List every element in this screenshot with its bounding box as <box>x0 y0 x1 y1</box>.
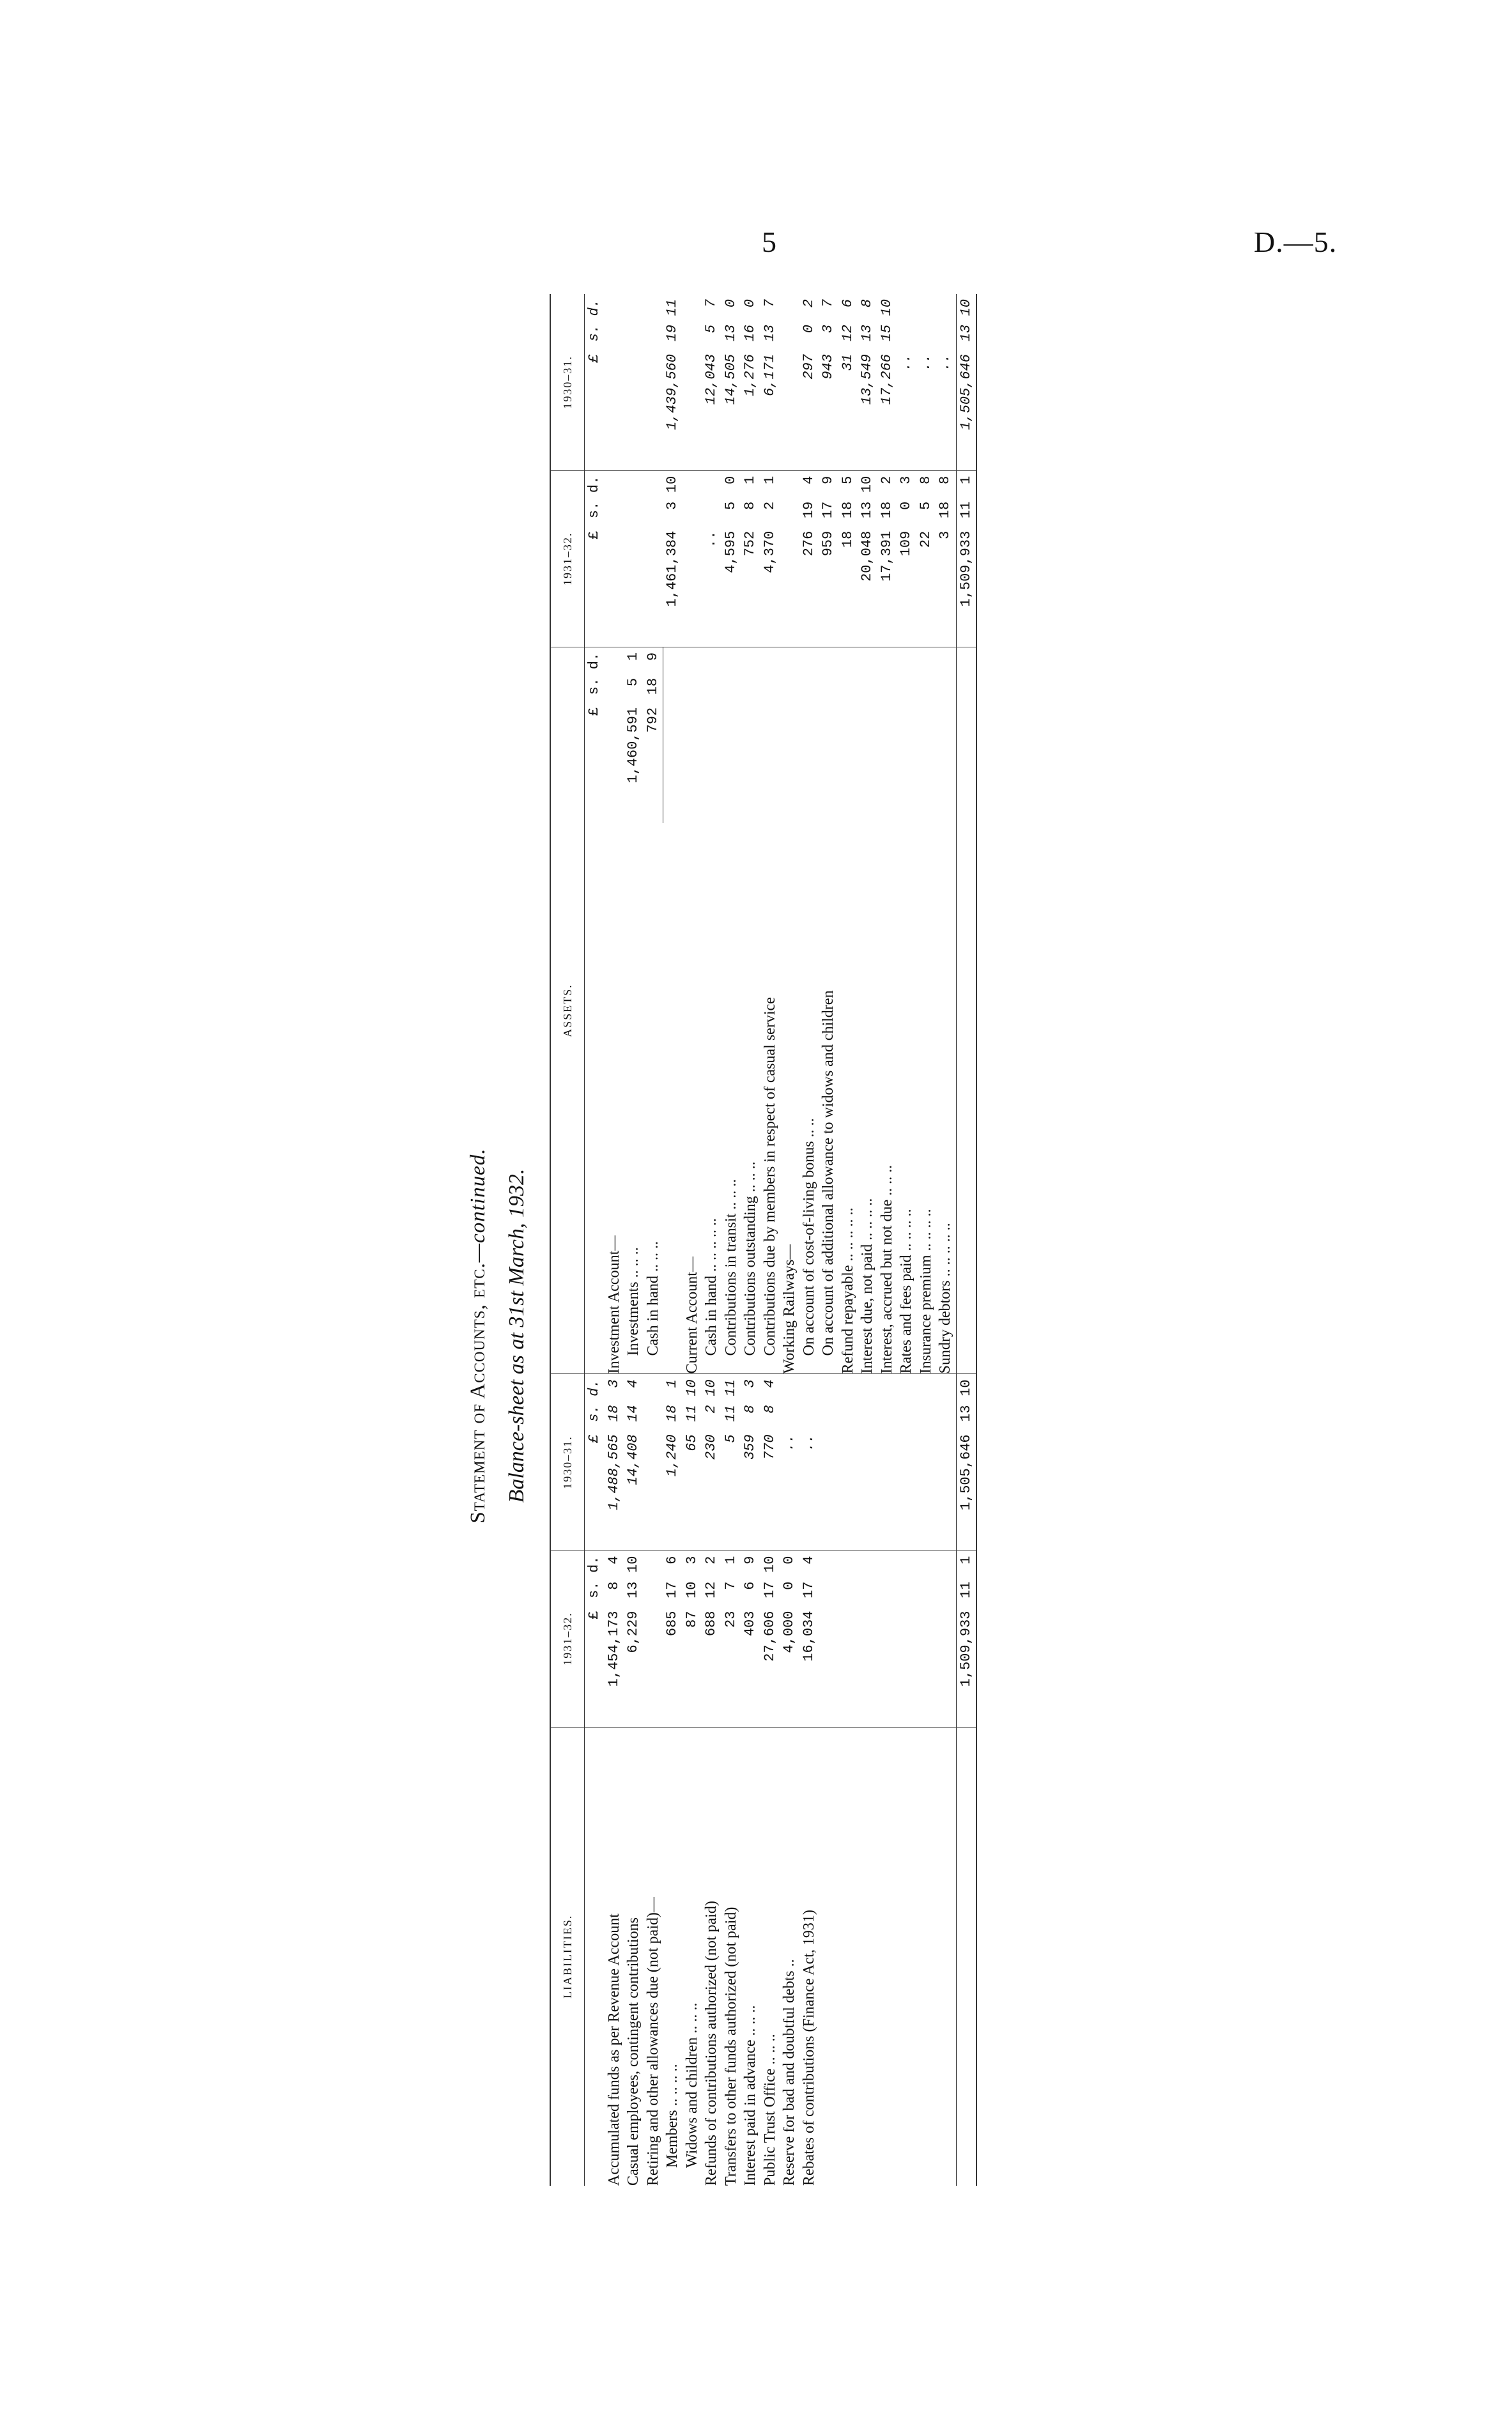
asset-label: Investments .. .. .. <box>625 1247 642 1356</box>
liability-label: Public Trust Office .. .. .. <box>761 2034 778 2186</box>
asset-label: Current Account— <box>683 1257 700 1374</box>
asset-label: Interest due, not paid .. .. .. .. <box>859 1198 876 1374</box>
asset-inner-value <box>683 647 703 824</box>
asset-inner-value <box>741 647 761 824</box>
liability-label: Accumulated funds as per Revenue Account <box>605 1914 622 2186</box>
liability-1932-value: 23 7 1 <box>722 1556 739 1628</box>
balance-sheet-table <box>550 294 977 2186</box>
assets-1931-values: £ s. d. 1,439,560 19 11 12,043 5 7 14,505 13 0 1,276 16 0 6,171 13 7 297 0 2 943 3 7 31 12 6 13,549 13 8 17,266 15 10 .. .. .. <box>585 294 957 470</box>
asset-1932-value: 4,370 2 1 <box>761 476 778 573</box>
asset-inner-value <box>858 647 878 824</box>
statement-title <box>467 473 490 2199</box>
liability-1931-value: 65 11 10 <box>683 1379 700 1451</box>
asset-1932-value <box>605 471 624 647</box>
asset-inner-value <box>722 647 742 824</box>
asset-1931-value: 297 0 2 <box>800 299 817 380</box>
asset-1931-value: 6,171 13 7 <box>761 299 778 397</box>
liabilities-header: LIABILITIES. <box>550 1727 585 2186</box>
asset-label: Contributions in transit .. .. .. <box>722 1179 739 1356</box>
asset-1932-value: 22 5 8 <box>917 476 934 548</box>
asset-1932-value <box>683 471 702 647</box>
liability-label: Members .. .. .. .. <box>664 2064 681 2168</box>
asset-1932-value: 752 8 1 <box>742 476 758 557</box>
asset-1931-value <box>780 294 799 470</box>
statement-subtitle: Balance-sheet as at 31st March, 1932. <box>505 1168 528 1503</box>
asset-label: Insurance premium .. .. .. .. <box>917 1209 934 1374</box>
asset-1932-value: 3 18 8 <box>937 476 953 539</box>
liability-1931-value: 5 11 11 <box>722 1379 739 1443</box>
asset-1931-value: .. <box>937 354 953 371</box>
asset-inner-value <box>936 647 956 824</box>
asset-total-1931: 1,505,646 13 10 <box>957 299 974 430</box>
liability-1931-value: 1,240 18 1 <box>664 1379 680 1477</box>
rotated-balance-sheet <box>454 281 1157 2199</box>
title-tail: —continued. <box>467 1148 490 1263</box>
asset-inner-value <box>605 647 624 824</box>
asset-1931-value: 1,276 16 0 <box>742 299 758 397</box>
asset-1932-value <box>624 471 644 647</box>
assets-inner-values: £ s. d. 1,460,591 5 1 792 18 9 <box>585 647 957 823</box>
asset-1932-value: 20,048 13 10 <box>859 476 875 582</box>
asset-1931-value: 943 3 7 <box>820 299 836 380</box>
asset-inner-value <box>819 647 839 824</box>
asset-1931-header: 1930–31. <box>550 294 585 470</box>
asset-1932-header: 1931–32. <box>550 470 585 647</box>
asset-1932-value <box>644 471 663 647</box>
asset-inner-value <box>839 647 859 824</box>
asset-label: Interest, accrued but not due .. .. .. <box>878 1164 895 1374</box>
asset-1932-value: 18 18 5 <box>839 476 856 548</box>
asset-inner-value: 792 18 9 <box>644 652 661 733</box>
asset-label: Cash in hand .. .. .. <box>644 1241 661 1356</box>
liability-1932-value: 1,454,173 8 4 <box>605 1556 622 1687</box>
asset-inner-value <box>780 647 800 824</box>
liab-total-1931: 1,505,646 13 10 <box>957 1379 974 1511</box>
liability-1932-value: 403 6 9 <box>742 1556 758 1637</box>
asset-label: Investment Account— <box>605 1235 622 1374</box>
asset-inner-value <box>917 647 937 824</box>
liability-1932-value <box>644 1550 663 1726</box>
liability-1931-value: 359 8 3 <box>742 1379 758 1460</box>
asset-1931-value: 1,439,560 19 11 <box>664 299 680 430</box>
asset-1932-value: 109 0 3 <box>898 476 914 557</box>
liability-label: Casual employees, contingent contributions <box>625 1917 642 2186</box>
liab-1931-header: 1930–31. <box>550 1374 585 1550</box>
asset-1932-value <box>780 471 799 647</box>
asset-label: On account of cost-of-living bonus .. .. <box>800 1118 817 1356</box>
liability-1931-value: 230 2 10 <box>703 1379 719 1460</box>
liability-label: Refunds of contributions authorized (not paid) <box>703 1901 720 2186</box>
liability-1931-value: .. <box>781 1434 797 1451</box>
liability-label: Rebates of contributions (Finance Act, 1931) <box>800 1910 817 2186</box>
liab-total-label <box>956 1727 976 2186</box>
asset-1932-value: 276 19 4 <box>800 476 817 557</box>
liability-1931-value: 14,408 14 4 <box>625 1379 641 1485</box>
asset-inner-value <box>761 647 781 824</box>
asset-label: Contributions due by members in respect of casual service <box>761 997 778 1356</box>
asset-1931-value: 17,266 15 10 <box>878 299 895 405</box>
liability-1932-value: 16,034 17 4 <box>800 1556 817 1662</box>
asset-inner-value <box>897 647 917 824</box>
asset-inner-value <box>878 647 898 824</box>
liability-label: Widows and children .. .. .. <box>683 2002 700 2168</box>
asset-1931-value: .. <box>917 354 934 371</box>
liability-1931-value: 1,488,565 18 3 <box>605 1379 622 1511</box>
liability-1932-value: 6,229 13 10 <box>625 1556 641 1653</box>
liability-label: Transfers to other funds authorized (not paid) <box>722 1906 739 2186</box>
asset-1931-value <box>683 294 702 470</box>
asset-label: Sundry debtors .. .. .. .. .. <box>937 1223 953 1374</box>
title-main: Statement of Accounts, etc. <box>467 1262 490 1524</box>
asset-1931-value <box>644 294 663 470</box>
liability-1932-value: 27,606 17 10 <box>761 1556 778 1662</box>
asset-inner-value <box>702 647 722 824</box>
asset-1931-value: 31 12 6 <box>839 299 856 371</box>
asset-total-1932: 1,509,933 11 1 <box>957 476 974 607</box>
liability-1931-value: .. <box>800 1434 817 1451</box>
liabilities-1932-values: £ s. d. 1,454,173 8 4 6,229 13 10 685 17 6 87 10 3 688 12 2 23 7 1 403 6 9 27,606 17 10 4,000 0 0 16,034 17 4 <box>585 1550 957 1727</box>
liability-1932-value: 688 12 2 <box>703 1556 719 1637</box>
asset-1931-value: 12,043 5 7 <box>703 299 719 405</box>
asset-1932-value: .. <box>703 530 719 548</box>
asset-inner-value <box>663 647 683 824</box>
asset-label: Contributions outstanding .. .. .. <box>742 1161 759 1356</box>
asset-label: Cash in hand .. .. .. .. .. <box>703 1218 720 1356</box>
liability-label: Interest paid in advance .. .. .. <box>742 2005 759 2186</box>
liability-label: Retiring and other allowances due (not paid)— <box>644 1897 661 2186</box>
asset-label: Refund repayable .. .. .. .. .. <box>839 1207 856 1374</box>
assets-1932-values: £ s. d. 1,461,384 3 10 .. 4,595 5 0 752 8 1 4,370 2 1 276 19 4 959 17 9 18 18 5 20,048 13 10 17,391 18 2 109 0 3 22 5 8 3 18 8 <box>585 470 957 647</box>
asset-label: Working Railways— <box>781 1244 798 1374</box>
liability-1931-value: 770 8 4 <box>761 1379 778 1460</box>
asset-1931-value <box>624 294 644 470</box>
asset-1932-value: 959 17 9 <box>820 476 836 557</box>
liability-1932-value: 685 17 6 <box>664 1556 680 1637</box>
page-reference: D.—5. <box>1254 226 1338 258</box>
asset-1932-value: 1,461,384 3 10 <box>664 476 680 607</box>
asset-inner-value: 1,460,591 5 1 <box>625 652 641 784</box>
liability-1932-value: 87 10 3 <box>683 1556 700 1628</box>
liabilities-1931-values: £ s. d. 1,488,565 18 3 14,408 14 4 1,240 18 1 65 11 10 230 2 10 5 11 11 359 8 3 770 8 4 .. .. <box>585 1374 957 1550</box>
asset-1932-value: 17,391 18 2 <box>878 476 895 582</box>
liab-total-1932: 1,509,933 11 1 <box>957 1556 974 1687</box>
asset-label: On account of additional allowance to widows and children <box>820 990 837 1356</box>
asset-1932-value: 4,595 5 0 <box>722 476 739 573</box>
asset-label: Rates and fees paid .. .. .. .. <box>898 1209 914 1374</box>
asset-1931-value: 13,549 13 8 <box>859 299 875 405</box>
asset-1931-value: 14,505 13 0 <box>722 299 739 405</box>
liability-1931-value <box>644 1374 663 1550</box>
assets-labels <box>585 823 957 1373</box>
liab-1932-header: 1931–32. <box>550 1550 585 1727</box>
assets-header: ASSETS. <box>550 647 585 1374</box>
liability-label: Reserve for bad and doubtful debts .. <box>781 1959 798 2186</box>
liabilities-labels <box>585 1727 957 2186</box>
asset-inner-value <box>800 647 820 824</box>
liability-1932-value: 4,000 0 0 <box>781 1556 797 1653</box>
asset-1931-value <box>605 294 624 470</box>
asset-1931-value: .. <box>898 354 914 371</box>
page-number: 5 <box>762 226 776 258</box>
